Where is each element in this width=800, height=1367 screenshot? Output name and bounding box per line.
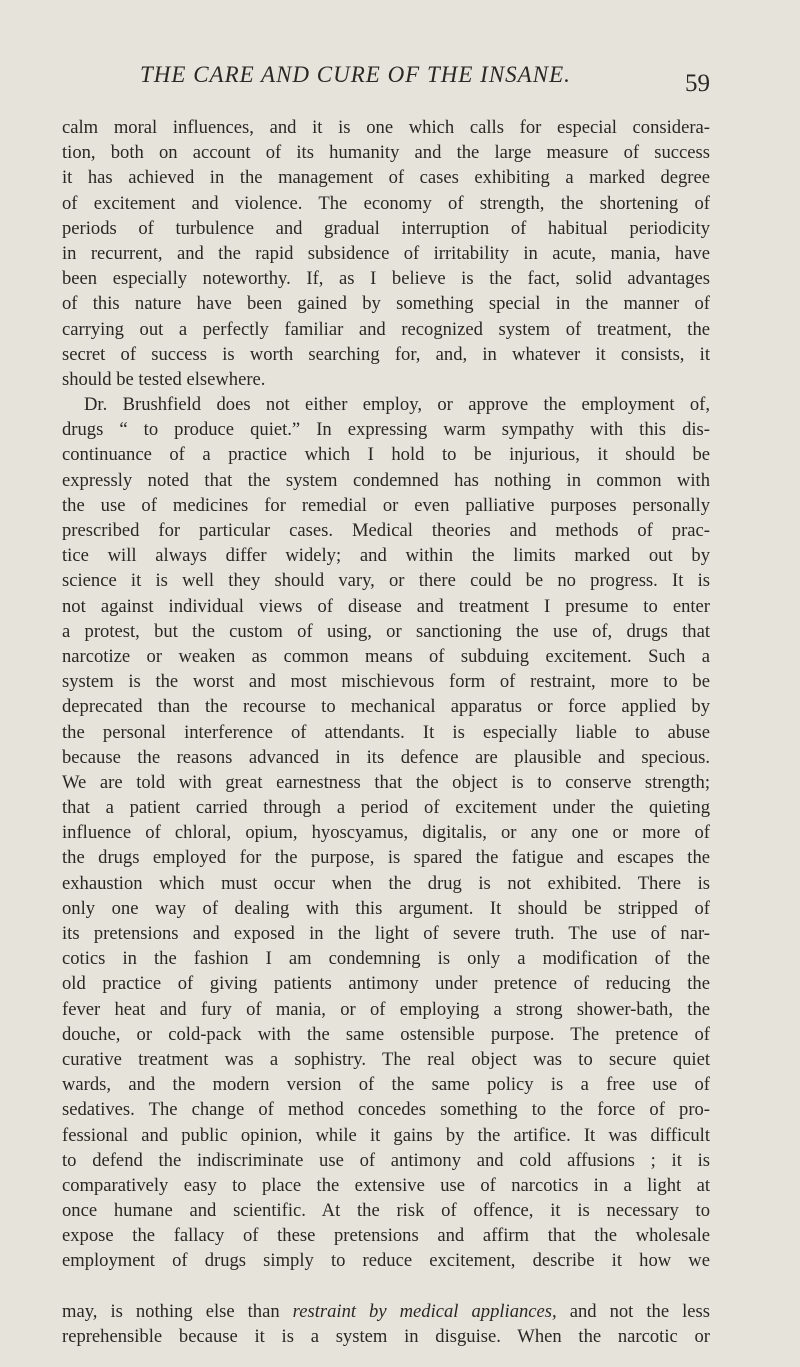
text-line: secret of success is worth searching for, and, in whatever it consists, it xyxy=(62,343,710,365)
text-line xyxy=(62,1274,710,1299)
text-line: douche, or cold-pack with the same ostensible purpose. The pretence of xyxy=(62,1023,710,1045)
text-line: should be tested elsewhere. xyxy=(62,368,266,390)
text-line: to defend the indiscriminate use of antimony and cold affusions ; it is xyxy=(62,1149,710,1171)
text-line: wards, and the modern version of the same policy is a free use of xyxy=(62,1074,710,1096)
text-line: only one way of dealing with this argument. It should be stripped of xyxy=(62,897,710,919)
page-header xyxy=(140,62,710,98)
text-line: once humane and scientific. At the risk of offence, it is necessary to xyxy=(62,1200,710,1222)
text-line: old practice of giving patients antimony under pretence of reducing the xyxy=(62,973,710,995)
text-line: tion, both on account of its humanity and the large measure of success xyxy=(62,142,710,164)
text-line: drugs “ to produce quiet.” In expressing warm sympathy with this dis- xyxy=(62,419,710,441)
text-line: prescribed for particular cases. Medical theories and methods of prac- xyxy=(62,520,710,541)
text-line: narcotize or weaken as common means of subduing excitement. Such a xyxy=(62,645,710,667)
text-line: the use of medicines for remedial or even palliative purposes personally xyxy=(62,494,710,516)
text-line: comparatively easy to place the extensive use of narcotics in a light at xyxy=(62,1174,710,1196)
page-number: 59 xyxy=(685,70,710,97)
text-segment: and not the less xyxy=(556,1300,710,1322)
text-line: carrying out a perfectly familiar and recognized system of treatment, the xyxy=(62,318,710,340)
text-line: employment of drugs simply to reduce excitement, describe it how we xyxy=(62,1250,710,1272)
text-line: that a patient carried through a period of excitement under the quieting xyxy=(62,797,710,819)
text-line: of this nature have been gained by something special in the manner of xyxy=(62,293,710,315)
text-line: curative treatment was a sophistry. The real object was to secure quiet xyxy=(62,1048,710,1070)
text-line: fessional and public opinion, while it gains by the artifice. It was difficult xyxy=(62,1124,710,1146)
text-line: tice will always differ widely; and within the limits marked out by xyxy=(62,545,710,567)
paragraph-start-line: Dr. Brushfield does not either employ, or approve the employment of, xyxy=(84,394,710,416)
text-line: periods of turbulence and gradual interruption of habitual periodicity xyxy=(62,217,710,239)
text-segment: may, is nothing else than xyxy=(62,1300,293,1322)
text-line: it has achieved in the management of cases exhibiting a marked degree xyxy=(62,167,710,189)
text-line: expressly noted that the system condemned has nothing in common with xyxy=(62,469,710,491)
text-line: the personal interference of attendants. It is especially liable to abuse xyxy=(62,721,710,743)
text-line: in recurrent, and the rapid subsidence of irritability in acute, mania, have xyxy=(62,242,710,264)
text-line: cotics in the fashion I am condemning is only a modification of the xyxy=(62,948,710,970)
body-text xyxy=(62,115,710,1349)
text-line: science it is well they should vary, or there could be no progress. It is xyxy=(62,570,710,592)
text-line: fever heat and fury of mania, or of employing a strong shower-bath, the xyxy=(62,998,710,1020)
text-line: the drugs employed for the purpose, is spared the fatigue and escapes the xyxy=(62,847,710,869)
text-line-with-italic xyxy=(62,1299,710,1324)
italic-phrase: restraint by medical appliances, xyxy=(292,1300,557,1322)
text-line: not against individual views of disease and treatment I presume to enter xyxy=(62,595,710,617)
running-title: THE CARE AND CURE OF THE INSANE. xyxy=(140,62,571,87)
text-line: expose the fallacy of these pretensions and affirm that the wholesale xyxy=(62,1225,710,1247)
text-line: We are told with great earnestness that the object is to conserve strength; xyxy=(62,771,710,793)
text-line: deprecated than the recourse to mechanical apparatus or force applied by xyxy=(62,696,710,718)
text-line: calm moral influences, and it is one which calls for especial considera- xyxy=(62,117,710,138)
text-line: a protest, but the custom of using, or sanctioning the use of, drugs that xyxy=(62,620,710,642)
text-line: been especially noteworthy. If, as I believe is the fact, solid advantages xyxy=(62,268,710,290)
text-line: reprehensible because it is a system in disguise. When the narcotic or xyxy=(62,1326,710,1347)
text-line: sedatives. The change of method concedes something to the force of pro- xyxy=(62,1099,710,1121)
text-line: exhaustion which must occur when the drug is not exhibited. There is xyxy=(62,872,710,894)
text-line: system is the worst and most mischievous form of restraint, more to be xyxy=(62,671,710,693)
text-line: continuance of a practice which I hold to be injurious, it should be xyxy=(62,444,710,466)
text-line: influence of chloral, opium, hyoscyamus, digitalis, or any one or more of xyxy=(62,822,710,844)
text-line: of excitement and violence. The economy of strength, the shortening of xyxy=(62,192,710,214)
text-line: its pretensions and exposed in the light of severe truth. The use of nar- xyxy=(62,923,710,944)
text-line: because the reasons advanced in its defence are plausible and specious. xyxy=(62,746,710,768)
